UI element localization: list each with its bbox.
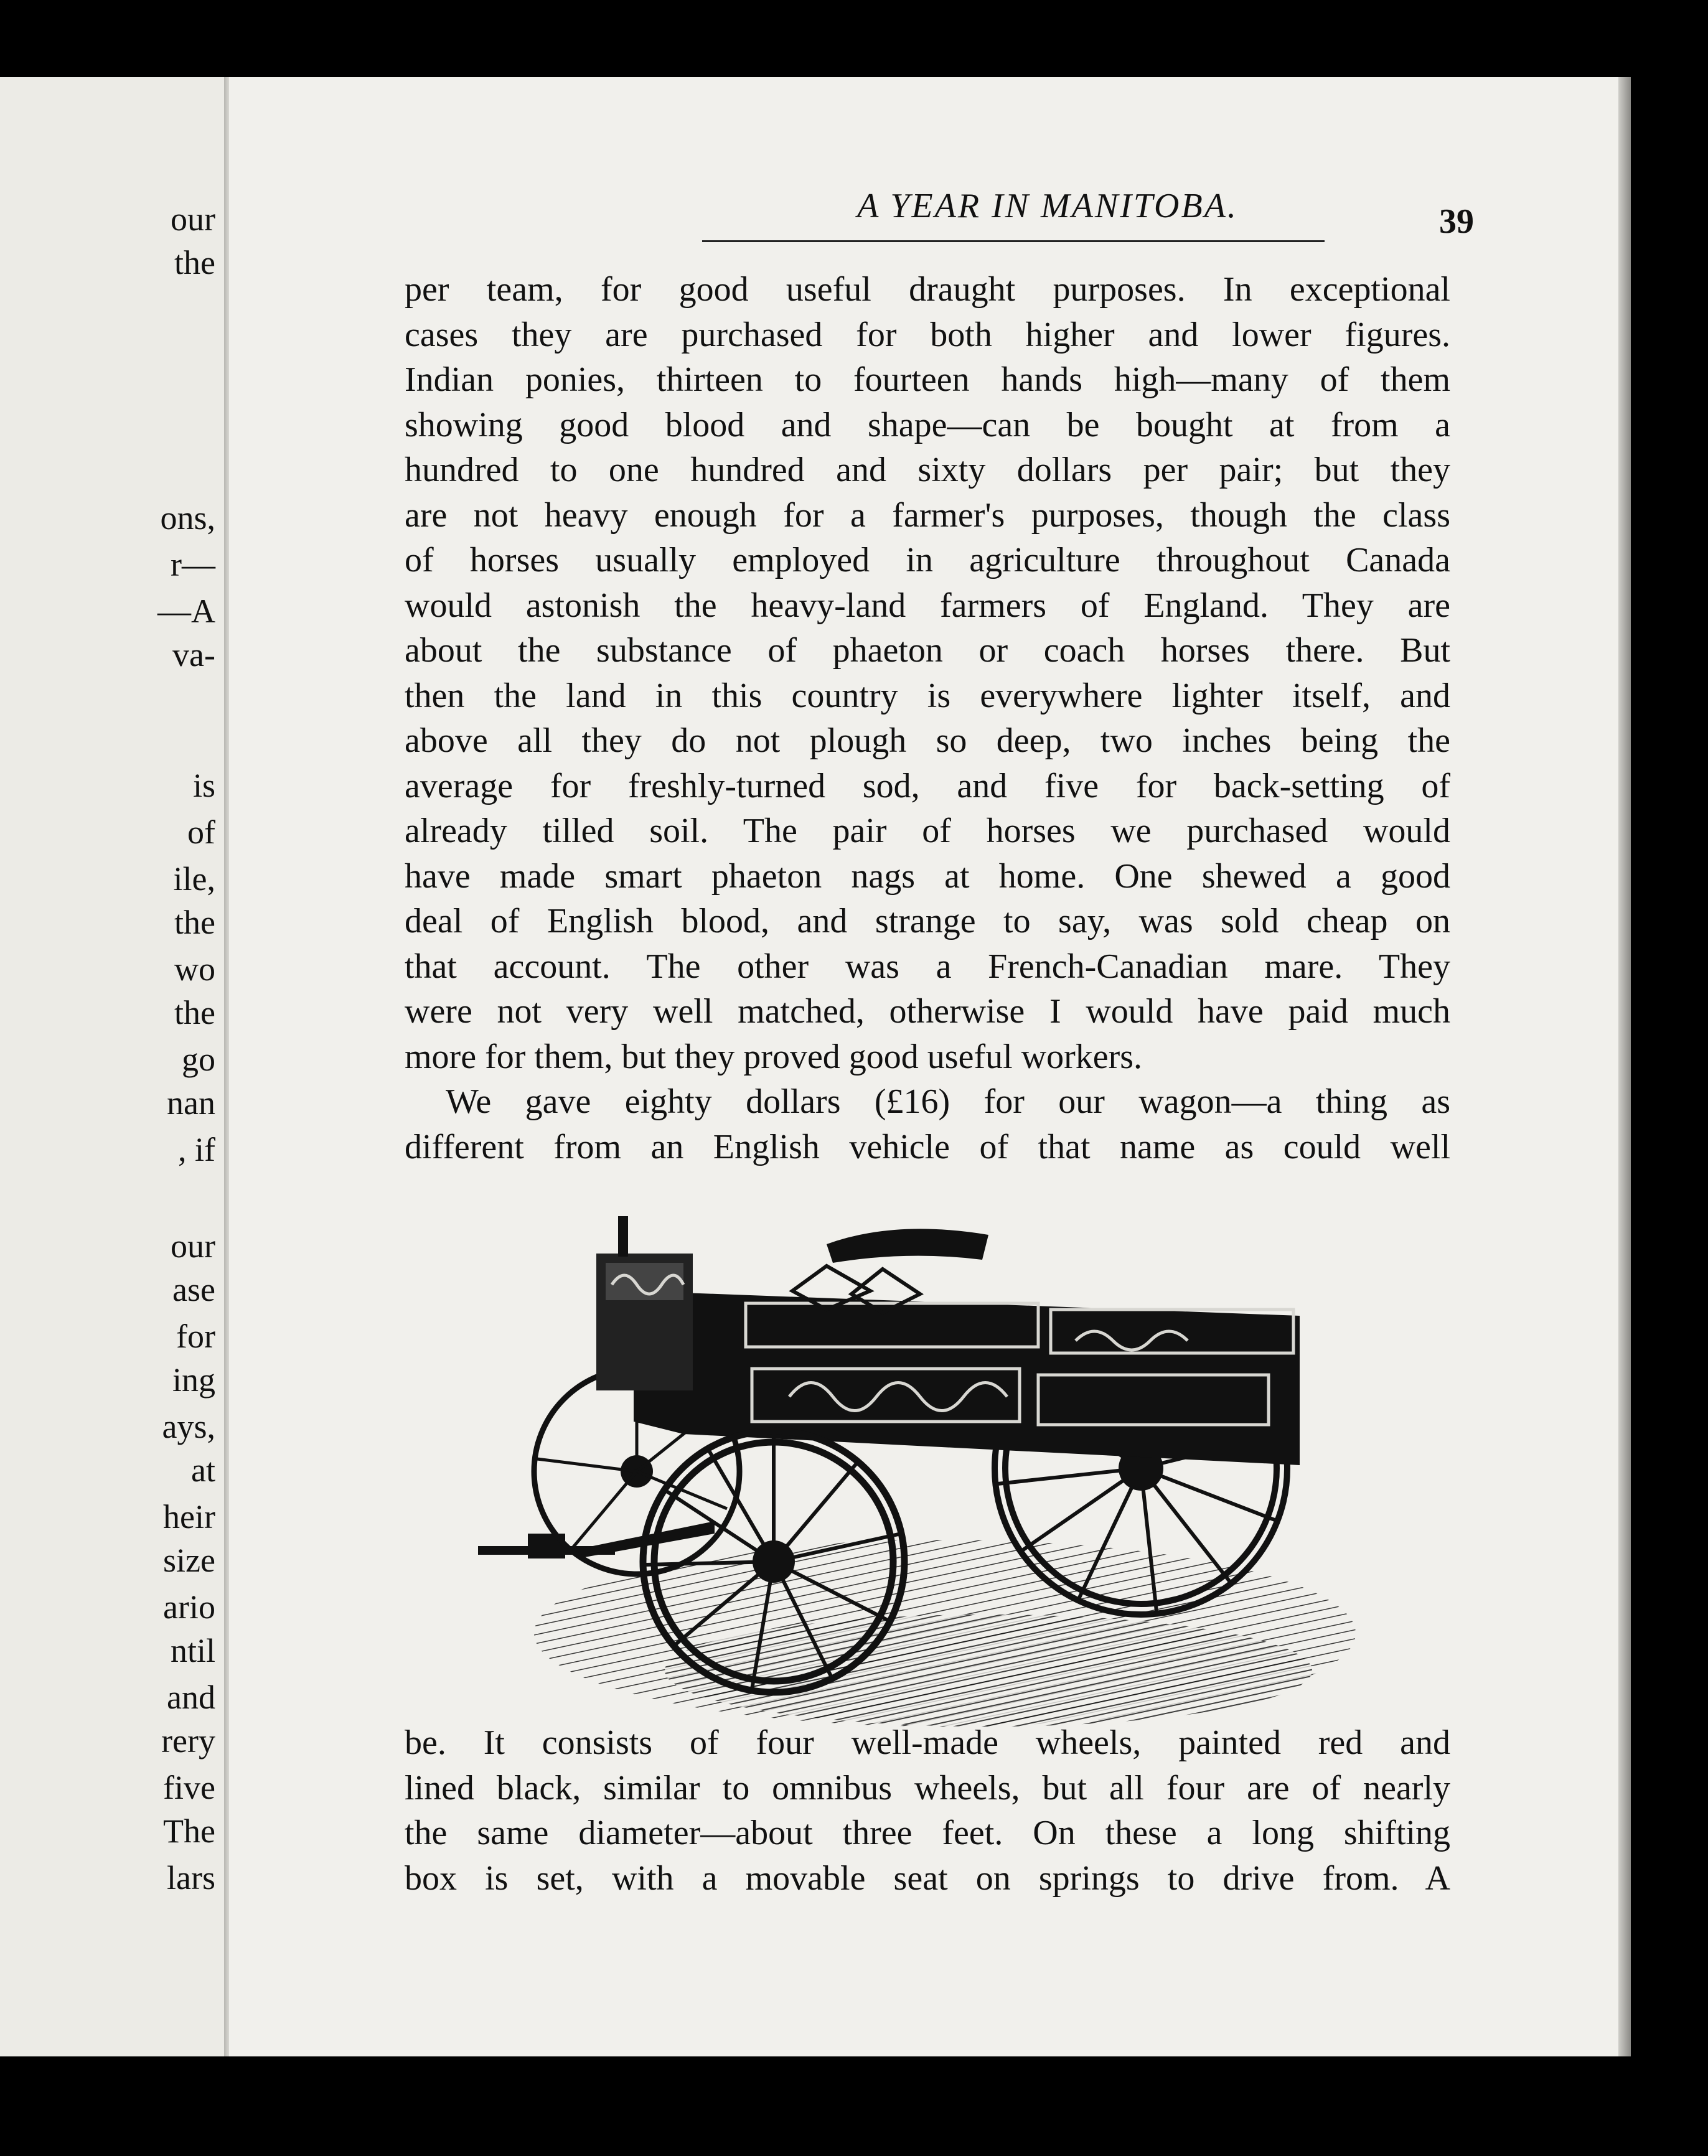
left-page-text-fragment: ile, [173,860,215,898]
left-page-text-fragment: the [174,994,215,1031]
body-text-bottom [405,1720,1450,1901]
text-line: Indian ponies, thirteen to fourteen hands high—many of them [405,360,1450,399]
left-page-text-fragment: ing [172,1361,215,1399]
text-line: about the substance of phaeton or coach horses there. But [405,631,1450,670]
text-line: per team, for good useful draught purposes. In exceptional [405,270,1450,309]
left-page-text-fragment: va- [172,636,215,673]
text-line: that account. The other was a French-Canadian mare. They [405,947,1450,986]
text-line: would astonish the heavy-land farmers of England. They are [405,586,1450,625]
text-line: hundred to one hundred and sixty dollars per pair; but they [405,451,1450,489]
left-page-text-fragment: —A [157,593,215,630]
page-number: 39 [1439,202,1474,241]
text-line: average for freshly-turned sod, and five for back-setting of [405,766,1450,805]
left-page-text-fragment: of [187,813,215,851]
farm-wagon-engraving [478,1210,1362,1758]
page-edge-shadow [1618,77,1631,2056]
left-page-text-fragment: go [182,1041,215,1078]
left-page-text-fragment: the [174,904,215,941]
left-page-text-fragment: The [163,1812,215,1850]
left-page-text-fragment: nan [167,1084,215,1122]
text-line: have made smart phaeton nags at home. One shewed a good [405,856,1450,896]
text-line: already tilled soil. The pair of horses we purchased would [405,812,1450,850]
left-page-text-fragment: ario [163,1588,215,1626]
left-page-text-fragment: ons, [160,499,215,537]
left-page-text-fragment: and [167,1679,215,1716]
left-page-text-fragment: , if [178,1131,215,1168]
left-page-text-fragment: five [163,1769,215,1806]
left-page-text-fragment: lars [167,1859,215,1896]
left-page-text-fragment: at [191,1451,215,1489]
left-page-text-fragment: ntil [170,1632,215,1669]
left-page-text-fragment: the [174,244,215,281]
right-page [229,77,1618,2056]
text-line: more for them, but they proved good useful workers. [405,1037,1143,1076]
text-line: above all they do not plough so deep, two inches being the [405,721,1450,760]
left-page-text-fragment: ays, [162,1408,215,1445]
text-line: showing good blood and shape—can be bought at from a [405,405,1450,444]
text-line: cases they are purchased for both higher and lower figures. [405,315,1450,354]
running-title: A YEAR IN MANITOBA. [857,187,1238,225]
left-page-text-fragment: wo [174,950,215,988]
left-page-text-fragment: for [176,1318,215,1355]
page-gutter [224,77,229,2056]
left-page-edge [0,77,224,2056]
left-page-text-fragment: ase [172,1271,215,1308]
left-page-text-fragment: our [171,200,215,238]
left-page-text-fragment: our [171,1227,215,1265]
text-line: box is set, with a movable seat on springs to drive from. A [405,1858,1450,1898]
text-line: the same diameter—about three feet. On these a long shifting [405,1814,1450,1852]
running-title-rule [702,240,1325,242]
body-text-top [405,267,1450,1169]
text-line: were not very well matched, otherwise I would have paid much [405,992,1450,1031]
left-page-text-fragment: size [163,1542,215,1579]
left-page-text-fragment: r— [171,546,215,583]
left-page-text-fragment: rery [161,1722,215,1760]
text-line: deal of English blood, and strange to say, was sold cheap on [405,902,1450,940]
left-page-text-fragment: is [192,767,215,804]
text-line: of horses usually employed in agriculture throughout Canada [405,541,1450,579]
text-line: be. It consists of four well-made wheels, painted red and [405,1723,1450,1762]
text-line: We gave eighty dollars (£16) for our wagon—a thing as [446,1082,1450,1121]
left-page-text-fragment: heir [163,1498,215,1535]
text-line: different from an English vehicle of that name as could well [405,1127,1450,1166]
text-line: then the land in this country is everywhere lighter itself, and [405,676,1450,715]
text-line: are not heavy enough for a farmer's purposes, though the class [405,495,1450,535]
text-line: lined black, similar to omnibus wheels, but all four are of nearly [405,1768,1450,1807]
